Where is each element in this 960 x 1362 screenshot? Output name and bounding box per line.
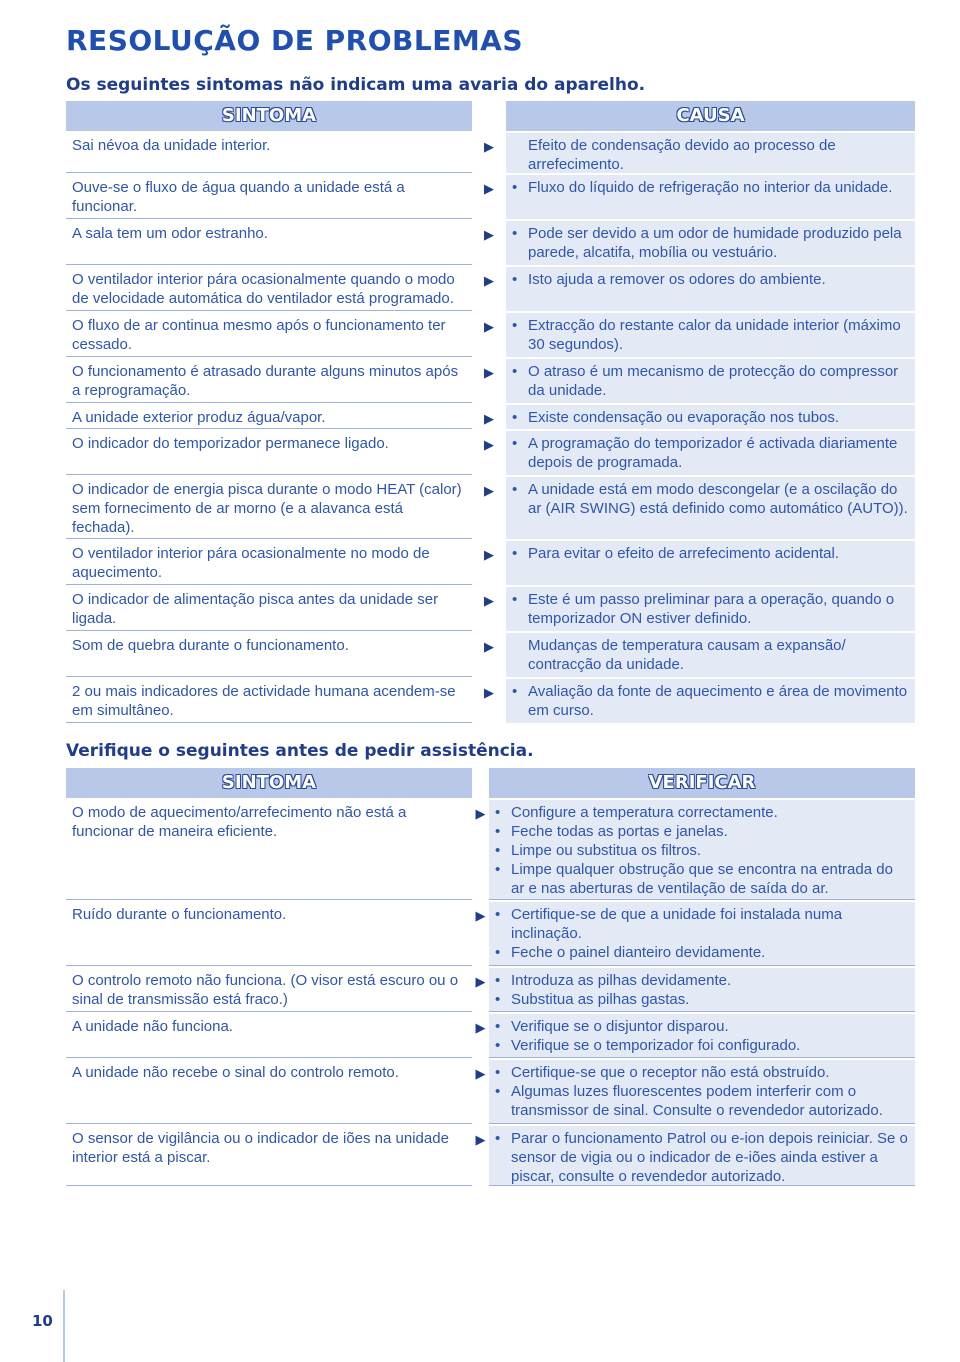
list-item	[495, 905, 909, 943]
item-text: O atraso é um mecanismo de protecção do compressor da unidade.	[528, 363, 899, 399]
arrow-right-icon: ▶	[484, 547, 494, 562]
item-text: Limpe qualquer obstrução que se encontra na entrada do ar e nas aberturas de ventilação de saída do ar.	[511, 861, 893, 897]
list-item	[512, 224, 909, 262]
table-row	[66, 431, 915, 475]
arrow-right-icon: ▶	[484, 365, 494, 380]
table-row	[66, 902, 915, 966]
bullet-icon: •	[495, 842, 501, 859]
arrow-right-icon: ▶	[475, 806, 486, 821]
item-text: A programação do temporizador é activada diariamente depois de programada.	[528, 435, 898, 471]
bullet-icon: •	[495, 944, 501, 961]
symptom-text: O controlo remoto não funciona. (O visor está escuro ou o sinal de transmissão está fraco.)	[66, 968, 472, 1012]
bullet-icon: •	[512, 271, 518, 288]
bullet-icon: •	[495, 1064, 501, 1081]
list-item	[495, 803, 909, 822]
table-row	[66, 1014, 915, 1058]
item-text: Configure a temperatura correctamente.	[511, 804, 778, 821]
item-text: Fluxo do líquido de refrigeração no interior da unidade.	[528, 179, 893, 196]
list-item	[495, 841, 909, 860]
list-item	[495, 1082, 909, 1120]
arrow-right-icon: ▶	[484, 685, 494, 700]
list-item	[512, 178, 909, 197]
arrow-right-icon: ▶	[484, 411, 494, 426]
section1-subtitle: Os seguintes sintomas não indicam uma avaria do aparelho.	[66, 75, 646, 95]
arrow-right-icon: ▶	[484, 227, 494, 242]
table-row	[66, 541, 915, 585]
table-row	[66, 1060, 915, 1124]
cause-cell	[506, 431, 915, 475]
item-text: Substitua as pilhas gastas.	[511, 991, 690, 1008]
list-item	[512, 544, 909, 563]
table-row	[66, 267, 915, 311]
arrow-right-icon: ▶	[484, 593, 494, 608]
symptom-text: A sala tem um odor estranho.	[66, 221, 472, 265]
table-row	[66, 175, 915, 219]
item-text: Certifique-se de que a unidade foi instalada numa inclinação.	[511, 906, 843, 942]
cause-cell	[506, 541, 915, 585]
list-item	[512, 136, 909, 174]
section2-subtitle: Verifique o seguintes antes de pedir assistência.	[66, 741, 534, 761]
item-text: Algumas luzes fluorescentes podem interferir com o transmissor de sinal. Consulte o revendedor autorizado.	[511, 1083, 883, 1119]
arrow-right-icon: ▶	[475, 1020, 486, 1035]
item-text: Existe condensação ou evaporação nos tubos.	[528, 409, 840, 426]
symptom-text: O fluxo de ar continua mesmo após o funcionamento ter cessado.	[66, 313, 472, 357]
table-body	[66, 800, 915, 1186]
list-item	[495, 860, 909, 898]
symptom-text: O indicador de alimentação pisca antes da unidade ser ligada.	[66, 587, 472, 631]
symptom-text: O ventilador interior pára ocasionalmente no modo de aquecimento.	[66, 541, 472, 585]
table-body	[66, 133, 915, 723]
list-item	[512, 434, 909, 472]
symptom-text: Sai névoa da unidade interior.	[66, 133, 472, 173]
table-row	[66, 679, 915, 723]
list-item	[495, 990, 909, 1009]
bullet-icon	[512, 636, 528, 674]
item-text: Para evitar o efeito de arrefecimento acidental.	[528, 545, 840, 562]
item-text: Verifique se o temporizador foi configurado.	[511, 1037, 801, 1054]
header-symptom: SINTOMA	[66, 768, 472, 798]
list-item	[495, 943, 909, 962]
table-row	[66, 359, 915, 403]
bullet-icon: •	[512, 225, 518, 242]
item-text: Introduza as pilhas devidamente.	[511, 972, 732, 989]
bullet-icon: •	[512, 591, 518, 608]
list-item	[512, 408, 909, 427]
bullet-icon: •	[495, 972, 501, 989]
arrow-right-icon: ▶	[475, 974, 486, 989]
bullet-icon: •	[495, 991, 501, 1008]
symptom-text: O funcionamento é atrasado durante alguns minutos após a reprogramação.	[66, 359, 472, 403]
symptom-text: O indicador de energia pisca durante o modo HEAT (calor) sem fornecimento de ar morno (e a alavanca está fechada).	[66, 477, 472, 539]
table-row	[66, 133, 915, 173]
page-title: RESOLUÇÃO DE PROBLEMAS	[66, 24, 524, 57]
item-text: Pode ser devido a um odor de humidade produzido pela parede, alcatifa, mobília ou vestuário.	[528, 225, 902, 261]
item-text: Verifique se o disjuntor disparou.	[511, 1018, 729, 1035]
table-row	[66, 587, 915, 631]
table-header	[66, 101, 915, 131]
cause-cell	[506, 175, 915, 219]
cause-cell	[506, 133, 915, 173]
bullet-icon: •	[512, 317, 518, 334]
bullet-icon: •	[512, 363, 518, 380]
symptom-text: O indicador do temporizador permanece ligado.	[66, 431, 472, 475]
arrow-right-icon: ▶	[484, 639, 494, 654]
symptom-text: 2 ou mais indicadores de actividade humana acendem-se em simultâneo.	[66, 679, 472, 723]
list-item	[495, 971, 909, 990]
list-item	[512, 480, 909, 518]
cause-cell	[506, 359, 915, 403]
list-item	[495, 1036, 909, 1055]
item-text: Mudanças de temperatura causam a expansão/ contracção da unidade.	[528, 637, 846, 673]
item-text: Este é um passo preliminar para a operação, quando o temporizador ON estiver definido.	[528, 591, 895, 627]
cause-cell	[489, 800, 915, 900]
symptom-text: Som de quebra durante o funcionamento.	[66, 633, 472, 677]
item-text: Isto ajuda a remover os odores do ambiente.	[528, 271, 826, 288]
item-text: Avaliação da fonte de aquecimento e área de movimento em curso.	[528, 683, 908, 719]
bullet-icon: •	[512, 435, 518, 452]
item-text: Efeito de condensação devido ao processo de arrefecimento.	[528, 137, 836, 173]
list-item	[495, 1063, 909, 1082]
header-cause: CAUSA	[506, 101, 915, 131]
bullet-icon: •	[512, 481, 518, 498]
table-row	[66, 968, 915, 1012]
cause-cell	[506, 633, 915, 677]
bullet-icon: •	[495, 861, 501, 878]
item-text: Feche o painel dianteiro devidamente.	[511, 944, 766, 961]
cause-cell	[506, 313, 915, 357]
cause-cell	[489, 1014, 915, 1058]
table-row	[66, 633, 915, 677]
arrow-right-icon: ▶	[484, 319, 494, 334]
item-text: Extracção do restante calor da unidade interior (máximo 30 segundos).	[528, 317, 901, 353]
bullet-icon: •	[495, 1130, 501, 1147]
bullet-icon	[512, 136, 528, 174]
item-text: Certifique-se que o receptor não está obstruído.	[511, 1064, 830, 1081]
arrow-right-icon: ▶	[484, 181, 494, 196]
bullet-icon: •	[495, 804, 501, 821]
cause-cell	[506, 587, 915, 631]
cause-cell	[506, 477, 915, 539]
arrow-right-icon: ▶	[484, 139, 494, 154]
symptom-text: O modo de aquecimento/arrefecimento não está a funcionar de maneira eficiente.	[66, 800, 472, 900]
symptom-check-table	[66, 768, 915, 1186]
table-row	[66, 221, 915, 265]
item-text: Feche todas as portas e janelas.	[511, 823, 728, 840]
list-item	[512, 590, 909, 628]
cause-cell	[506, 221, 915, 265]
cause-cell	[506, 405, 915, 429]
cause-cell	[489, 902, 915, 966]
symptom-text: O sensor de vigilância ou o indicador de iões na unidade interior está a piscar.	[66, 1126, 472, 1186]
bullet-icon: •	[512, 683, 518, 700]
cause-cell	[489, 1126, 915, 1186]
bullet-icon: •	[512, 545, 518, 562]
bullet-icon: •	[495, 906, 501, 923]
symptom-text: Ouve-se o fluxo de água quando a unidade está a funcionar.	[66, 175, 472, 219]
cause-cell	[506, 267, 915, 311]
bullet-icon: •	[512, 179, 518, 196]
list-item	[495, 1017, 909, 1036]
bullet-icon: •	[495, 823, 501, 840]
cause-cell	[506, 679, 915, 723]
bullet-icon: •	[495, 1018, 501, 1035]
header-check: VERIFICAR	[489, 768, 915, 798]
arrow-right-icon: ▶	[484, 483, 494, 498]
symptom-text: A unidade não funciona.	[66, 1014, 472, 1058]
list-item	[495, 1129, 909, 1186]
bullet-icon: •	[495, 1037, 501, 1054]
item-text: Limpe ou substitua os filtros.	[511, 842, 702, 859]
page-margin-bar	[63, 1290, 65, 1362]
list-item	[512, 270, 909, 289]
cause-cell	[489, 968, 915, 1012]
list-item	[512, 682, 909, 720]
item-text: Parar o funcionamento Patrol ou e-ion depois reiniciar. Se o sensor de vigia ou o indicador de e-iões ainda estiver a piscar, consulte o revendedor autorizado.	[511, 1130, 908, 1185]
list-item	[495, 822, 909, 841]
symptom-text: A unidade não recebe o sinal do controlo remoto.	[66, 1060, 472, 1124]
item-text: A unidade está em modo descongelar (e a oscilação do ar (AIR SWING) está definido como automático (AUTO)).	[528, 481, 908, 517]
list-item	[512, 316, 909, 354]
header-symptom: SINTOMA	[66, 101, 472, 131]
table-row	[66, 800, 915, 900]
list-item	[512, 636, 909, 674]
table-row	[66, 1126, 915, 1186]
bullet-icon: •	[495, 1083, 501, 1100]
arrow-right-icon: ▶	[484, 437, 494, 452]
bullet-icon: •	[512, 409, 518, 426]
list-item	[512, 362, 909, 400]
cause-cell	[489, 1060, 915, 1124]
table-header	[66, 768, 915, 798]
page-number: 10	[32, 1312, 53, 1330]
symptom-text: A unidade exterior produz água/vapor.	[66, 405, 472, 429]
symptom-text: O ventilador interior pára ocasionalmente quando o modo de velocidade automática do ventilador está programado.	[66, 267, 472, 311]
symptom-cause-table	[66, 101, 915, 723]
table-row	[66, 313, 915, 357]
arrow-right-icon: ▶	[475, 1132, 486, 1147]
table-row	[66, 405, 915, 429]
arrow-right-icon: ▶	[484, 273, 494, 288]
table-row	[66, 477, 915, 539]
arrow-right-icon: ▶	[475, 908, 486, 923]
arrow-right-icon: ▶	[475, 1066, 486, 1081]
symptom-text: Ruído durante o funcionamento.	[66, 902, 472, 966]
